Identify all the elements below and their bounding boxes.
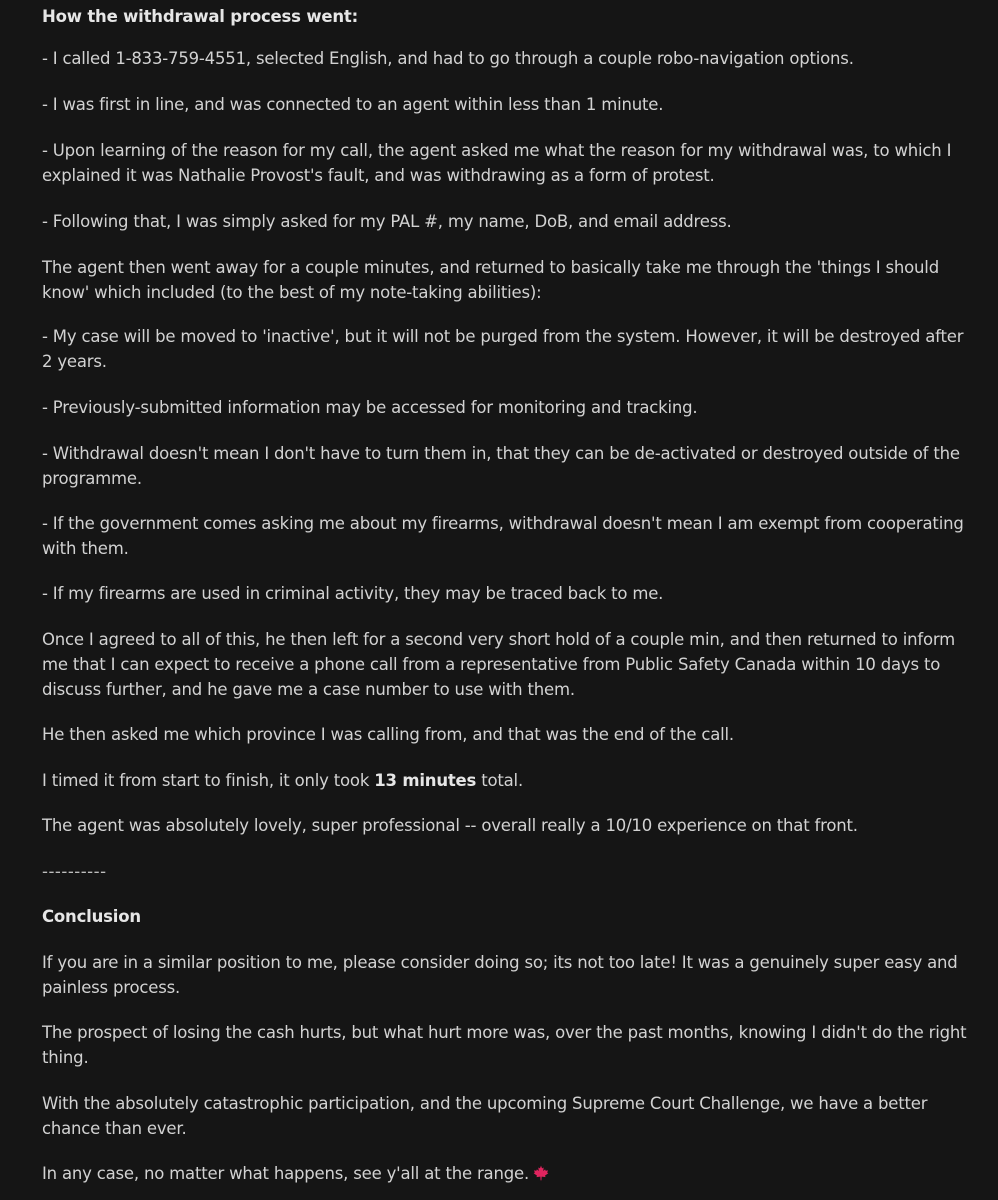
timed-line [42, 768, 972, 793]
step-asked-info: - Following that, I was simply asked for my PAL #, my name, DoB, and email address. [42, 212, 732, 231]
step-first-in-line: - I was first in line, and was connected to an agent within less than 1 minute. [42, 95, 664, 114]
step-reason: - Upon learning of the reason for my call, the agent asked me what the reason for my withdrawal was, to which I explained it was Nathalie Provost's fault, and was withdrawing as a form of protest. [42, 141, 952, 185]
maple-leaf-icon [533, 1165, 549, 1181]
conclusion-better-chance: With the absolutely catastrophic participation, and the upcoming Supreme Court Challenge, we have a better chance than ever. [42, 1094, 928, 1138]
closing-text: In any case, no matter what happens, see y'all at the range. [42, 1164, 529, 1183]
timed-suffix: total. [476, 771, 523, 790]
know-monitoring: - Previously-submitted information may be accessed for monitoring and tracking. [42, 398, 698, 417]
timed-prefix: I timed it from start to finish, it only took [42, 771, 375, 790]
timed-duration: 13 minutes [374, 771, 477, 790]
know-inactive: - My case will be moved to 'inactive', but it will not be purged from the system. However, it will be destroyed after 2 years. [42, 327, 964, 371]
closing-line [42, 1161, 972, 1186]
know-cooperation: - If the government comes asking me about my firearms, withdrawal doesn't mean I am exempt from cooperating with them. [42, 514, 964, 558]
agent-lovely: The agent was absolutely lovely, super professional -- overall really a 10/10 experience on that front. [42, 816, 858, 835]
step-call-number: - I called 1-833-759-4551, selected English, and had to go through a couple robo-navigation options. [42, 49, 854, 68]
conclusion-heading: Conclusion [42, 907, 141, 926]
once-agreed: Once I agreed to all of this, he then left for a second very short hold of a couple min, and then returned to inform me that I can expect to receive a phone call from a representative from Public Safety Canada within 10 days to discuss further, and he gave me a case number to use with them. [42, 630, 956, 699]
process-heading: How the withdrawal process went: [42, 7, 359, 26]
know-turn-in: - Withdrawal doesn't mean I don't have to turn them in, that they can be de-activated or destroyed outside of the programme. [42, 444, 960, 488]
agent-intro: The agent then went away for a couple minutes, and returned to basically take me through the 'things I should know' which included (to the best of my note-taking abilities): [42, 258, 939, 302]
section-divider: ---------- [42, 862, 107, 881]
know-traced: - If my firearms are used in criminal activity, they may be traced back to me. [42, 584, 664, 603]
province-question: He then asked me which province I was calling from, and that was the end of the call. [42, 725, 734, 744]
conclusion-losing-cash: The prospect of losing the cash hurts, but what hurt more was, over the past months, knowing I didn't do the right thing. [42, 1023, 967, 1067]
conclusion-similar-position: If you are in a similar position to me, please consider doing so; its not too late! It was a genuinely super easy and painless process. [42, 953, 958, 997]
